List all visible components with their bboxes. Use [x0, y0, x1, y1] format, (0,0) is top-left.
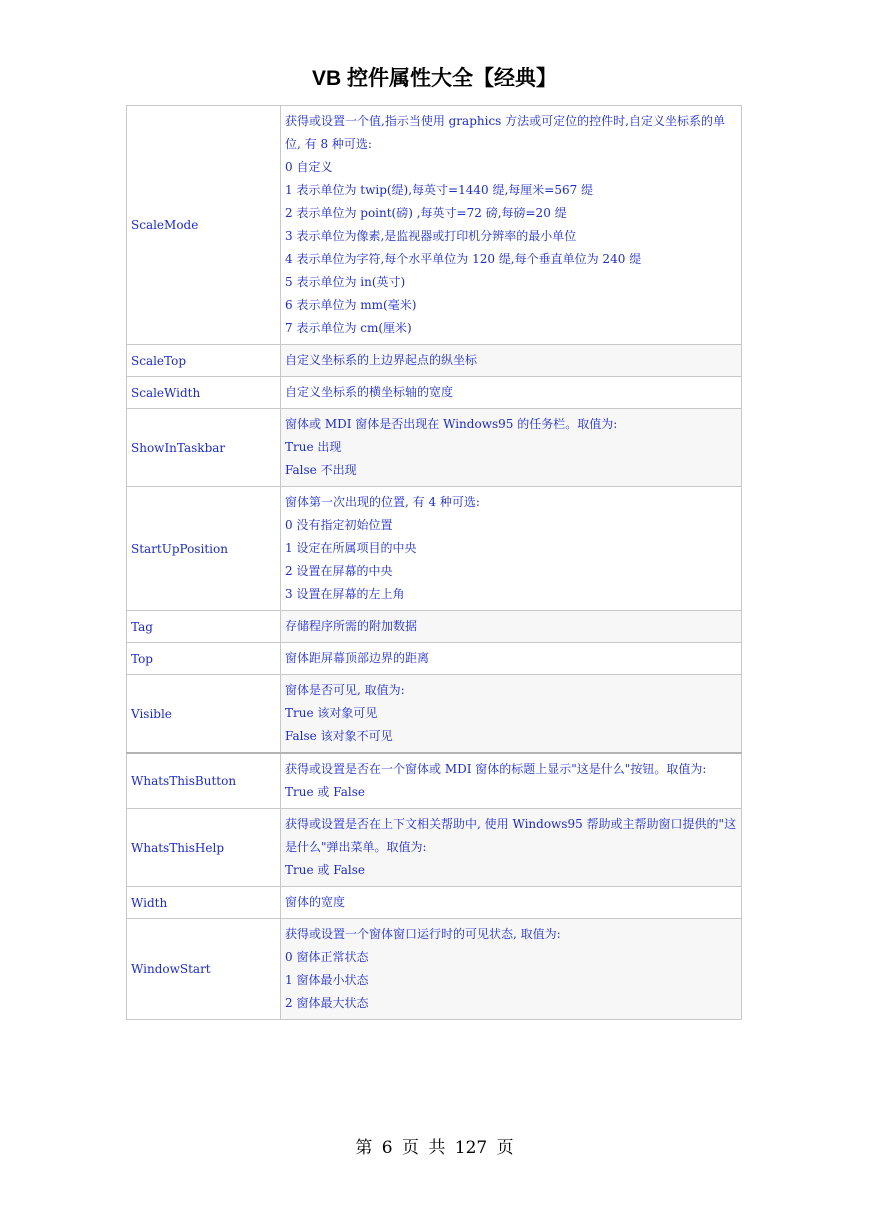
description-line: 0 自定义: [285, 160, 333, 174]
property-name: Width: [127, 887, 281, 919]
description-line: True 或 False: [285, 785, 365, 799]
description-line: 1 表示单位为 twip(缇),每英寸=1440 缇,每厘米=567 缇: [285, 183, 594, 197]
property-name: ScaleTop: [127, 345, 281, 377]
property-name: WhatsThisButton: [127, 753, 281, 809]
description-line: 自定义坐标系的横坐标轴的宽度: [285, 385, 454, 399]
property-description: [281, 611, 742, 643]
description-line: 3 设置在屏幕的左上角: [285, 587, 405, 601]
description-line: 获得或设置是否在上下文相关帮助中, 使用 Windows95 帮助或主帮助窗口提供的"这是什么"弹出菜单。取值为:: [285, 817, 737, 854]
property-row: [127, 106, 742, 345]
property-row: [127, 643, 742, 675]
property-name: Tag: [127, 611, 281, 643]
property-name: ShowInTaskbar: [127, 409, 281, 487]
property-description: [281, 345, 742, 377]
property-name: Top: [127, 643, 281, 675]
description-line: True 出现: [285, 440, 342, 454]
description-line: 获得或设置是否在一个窗体或 MDI 窗体的标题上显示"这是什么"按钮。取值为:: [285, 762, 707, 776]
property-description: [281, 809, 742, 887]
description-line: False 该对象不可见: [285, 729, 393, 743]
page-footer: 第 6 页 共 127 页: [355, 1138, 514, 1158]
description-line: 获得或设置一个窗体窗口运行时的可见状态, 取值为:: [285, 927, 561, 941]
description-line: 0 窗体正常状态: [285, 950, 369, 964]
property-row: [127, 887, 742, 919]
description-line: 2 窗体最大状态: [285, 996, 369, 1010]
description-line: 7 表示单位为 cm(厘米): [285, 321, 412, 335]
document-title: VB 控件属性大全【经典】: [311, 67, 557, 90]
description-line: 2 表示单位为 point(磅) ,每英寸=72 磅,每磅=20 缇: [285, 206, 567, 220]
description-line: True 或 False: [285, 863, 365, 877]
description-line: False 不出现: [285, 463, 357, 477]
description-line: 5 表示单位为 in(英寸): [285, 275, 406, 289]
description-line: 存储程序所需的附加数据: [285, 619, 418, 633]
description-line: 1 窗体最小状态: [285, 973, 369, 987]
property-row: [127, 487, 742, 611]
property-description: [281, 919, 742, 1020]
description-line: 3 表示单位为像素,是监视器或打印机分辨率的最小单位: [285, 229, 577, 243]
property-name: Visible: [127, 675, 281, 754]
property-name: ScaleMode: [127, 106, 281, 345]
description-line: 0 没有指定初始位置: [285, 518, 393, 532]
property-description: [281, 675, 742, 754]
property-description: [281, 377, 742, 409]
description-line: 4 表示单位为字符,每个水平单位为 120 缇,每个垂直单位为 240 缇: [285, 252, 642, 266]
property-row: [127, 809, 742, 887]
description-line: 1 设定在所属项目的中央: [285, 541, 417, 555]
description-line: 窗体或 MDI 窗体是否出现在 Windows95 的任务栏。取值为:: [285, 417, 618, 431]
description-line: 2 设置在屏幕的中央: [285, 564, 393, 578]
property-name: StartUpPosition: [127, 487, 281, 611]
description-line: 窗体的宽度: [285, 895, 346, 909]
property-description: [281, 643, 742, 675]
property-name: WindowStart: [127, 919, 281, 1020]
property-row: [127, 345, 742, 377]
property-row: [127, 919, 742, 1020]
property-table: [126, 105, 742, 1020]
description-line: 6 表示单位为 mm(毫米): [285, 298, 417, 312]
property-name: ScaleWidth: [127, 377, 281, 409]
property-row: [127, 753, 742, 809]
property-table-body: [127, 106, 742, 1020]
property-row: [127, 377, 742, 409]
property-row: [127, 409, 742, 487]
property-description: [281, 753, 742, 809]
description-line: 窗体距屏幕顶部边界的距离: [285, 651, 430, 665]
description-line: 获得或设置一个值,指示当使用 graphics 方法或可定位的控件时,自定义坐标系的单位, 有 8 种可选:: [285, 114, 725, 151]
property-description: [281, 106, 742, 345]
property-description: [281, 409, 742, 487]
property-description: [281, 887, 742, 919]
property-name: WhatsThisHelp: [127, 809, 281, 887]
description-line: 窗体是否可见, 取值为:: [285, 683, 405, 697]
description-line: 自定义坐标系的上边界起点的纵坐标: [285, 353, 478, 367]
property-description: [281, 487, 742, 611]
property-row: [127, 675, 742, 754]
property-row: [127, 611, 742, 643]
description-line: 窗体第一次出现的位置, 有 4 种可选:: [285, 495, 480, 509]
description-line: True 该对象可见: [285, 706, 378, 720]
